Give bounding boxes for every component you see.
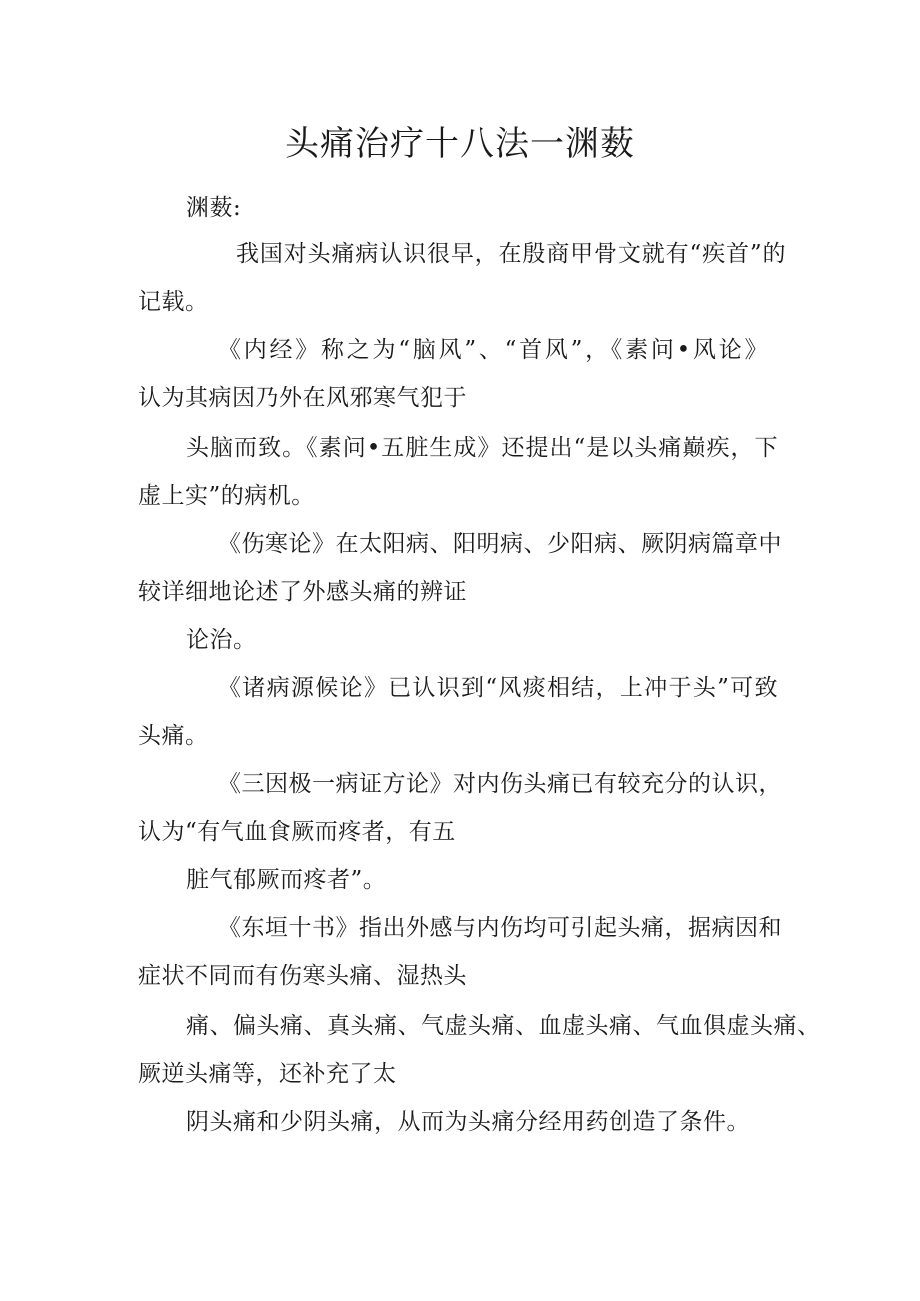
text-line: 头痛。 [138,723,209,749]
text-line: 头脑而致。《素问•五脏生成》还提出“是以头痛巅疾，下 [186,435,778,461]
text-line: 《东垣十书》指出外感与内伤均可引起头痛，据病因和 [218,915,782,941]
text-line: 较详细地论述了外感头痛的辨证 [138,579,467,605]
text-line: 厥逆头痛等，还补充了太 [138,1061,397,1087]
text-line: 症状不同而有伤寒头痛、湿热头 [138,963,467,989]
text-line: 《内经》称之为“脑风”、“首风”，《素问•风论》 [218,337,768,363]
text-line: 阴头痛和少阴头痛，从而为头痛分经用药创造了条件。 [186,1109,750,1135]
document-title: 头痛治疗十八法一渊薮 [285,124,635,164]
text-line: 渊薮: [186,195,242,221]
text-line: 《诸病源候论》已认识到“风痰相结，上冲于头”可致 [218,675,778,701]
text-line: 认为其病因乃外在风邪寒气犯于 [138,385,467,411]
text-line: 论治。 [186,627,257,653]
text-line: 《三因极一病证方论》对内伤头痛已有较充分的认识， [218,771,782,797]
text-line: 痛、偏头痛、真头痛、气虚头痛、血虚头痛、气血俱虚头痛、 [186,1013,821,1039]
text-line: 脏气郁厥而疼者”。 [186,867,387,893]
text-line: 记载。 [138,289,209,315]
text-line: 认为“有气血食厥而疼者，有五 [138,819,456,845]
text-line: 我国对头痛病认识很早，在殷商甲骨文就有“疾首”的 [236,241,786,267]
text-line: 虚上实”的病机。 [138,483,315,509]
text-line: 《伤寒论》在太阳病、阳明病、少阳病、厥阴病篇章中 [218,531,782,557]
